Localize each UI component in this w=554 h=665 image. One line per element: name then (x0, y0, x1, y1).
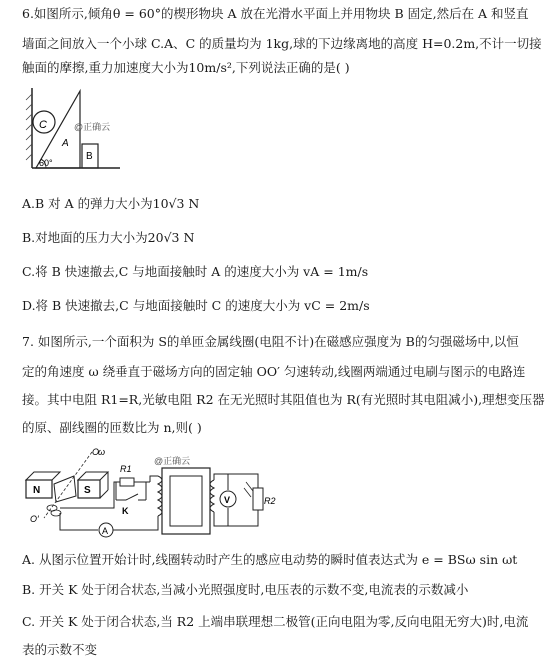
label-N: N (33, 485, 41, 496)
q7-stem-line-2: 定的角速度 ω 绕垂直于磁场方向的固定轴 OO′ 匀速转动,线圈两端通过电刷与图示的电路连 (22, 364, 526, 379)
q6-option-b: B.对地面的压力大小为20√3 N (22, 230, 195, 245)
label-B: B (86, 151, 93, 162)
label-O-prime: O′ (30, 514, 39, 524)
label-S: S (84, 485, 91, 496)
secondary-coil (210, 480, 214, 512)
label-O: O (92, 447, 100, 457)
transformer-core (162, 468, 210, 534)
q7-figure (22, 446, 276, 546)
q6-stem-line-2: 墙面之间放入一个小球 C.A、C 的质量均为 1kg,球的下边缘离地的高度 H=0.2m,不计一切接 (22, 36, 542, 51)
label-R2: R2 (264, 496, 276, 506)
magnet-S-top (78, 472, 108, 480)
watermark-text: @正确云 (74, 122, 111, 132)
switch-K (126, 494, 138, 500)
label-A-meter: A (102, 526, 109, 536)
q7-option-a: A. 从图示位置开始计时,线圈转动时产生的感应电动势的瞬时值表达式为 e = BSω sin ωt (22, 552, 518, 567)
magnet-N-top (26, 472, 60, 480)
q6-option-d: D.将 B 快速撤去,C 与地面接触时 C 的速度大小为 vC = 2m/s (22, 298, 370, 313)
q6-option-a: A.B 对 A 的弹力大小为10√3 N (22, 196, 200, 211)
q6-stem-line-1: 6.如图所示,倾角θ = 60°的楔形物块 A 放在光滑水平面上并用物块 B 固定,然后在 A 和竖直 (22, 6, 529, 21)
q6-stem-line-3: 触面的摩擦,重力加速度大小为10m/s²,下列说法正确的是( ) (22, 60, 350, 75)
label-C: C (39, 119, 47, 131)
label-K: K (122, 506, 129, 516)
photoresistor-R2 (253, 488, 263, 510)
q7-stem-line-3: 接。其中电阻 R1=R,光敏电阻 R2 在无光照时其阻值也为 R(有光照时其电阻减小),理想变压器 (22, 392, 545, 407)
resistor-R1 (120, 478, 134, 486)
q6-figure (22, 88, 122, 170)
q6-option-c: C.将 B 快速撤去,C 与地面接触时 A 的速度大小为 vA = 1m/s (22, 264, 369, 279)
label-A: A (62, 138, 69, 149)
label-R1: R1 (120, 464, 132, 474)
wall-hatch (26, 94, 32, 160)
angle-label: 60° (39, 158, 53, 168)
q7-stem-line-1: 7. 如图所示,一个面积为 S的单匝金属线圈(电阻不计)在磁感应强度为 B的匀强磁场中,以恒 (22, 334, 519, 349)
label-V: V (224, 495, 231, 505)
q7-option-c-line-1: C. 开关 K 处于闭合状态,当 R2 上端串联理想二极管(正向电阻为零,反向电阻无穷大)时,电流 (22, 614, 529, 629)
q7-option-c-line-2: 表的示数不变 (22, 642, 98, 657)
q7-stem-line-4: 的原、副线圈的匝数比为 n,则( ) (22, 420, 202, 435)
label-omega: ω (98, 447, 106, 457)
primary-coil (158, 476, 162, 516)
q7-option-b: B. 开关 K 处于闭合状态,当减小光照强度时,电压表的示数不变,电流表的示数减小 (22, 582, 469, 597)
watermark-text: @正确云 (154, 456, 191, 466)
